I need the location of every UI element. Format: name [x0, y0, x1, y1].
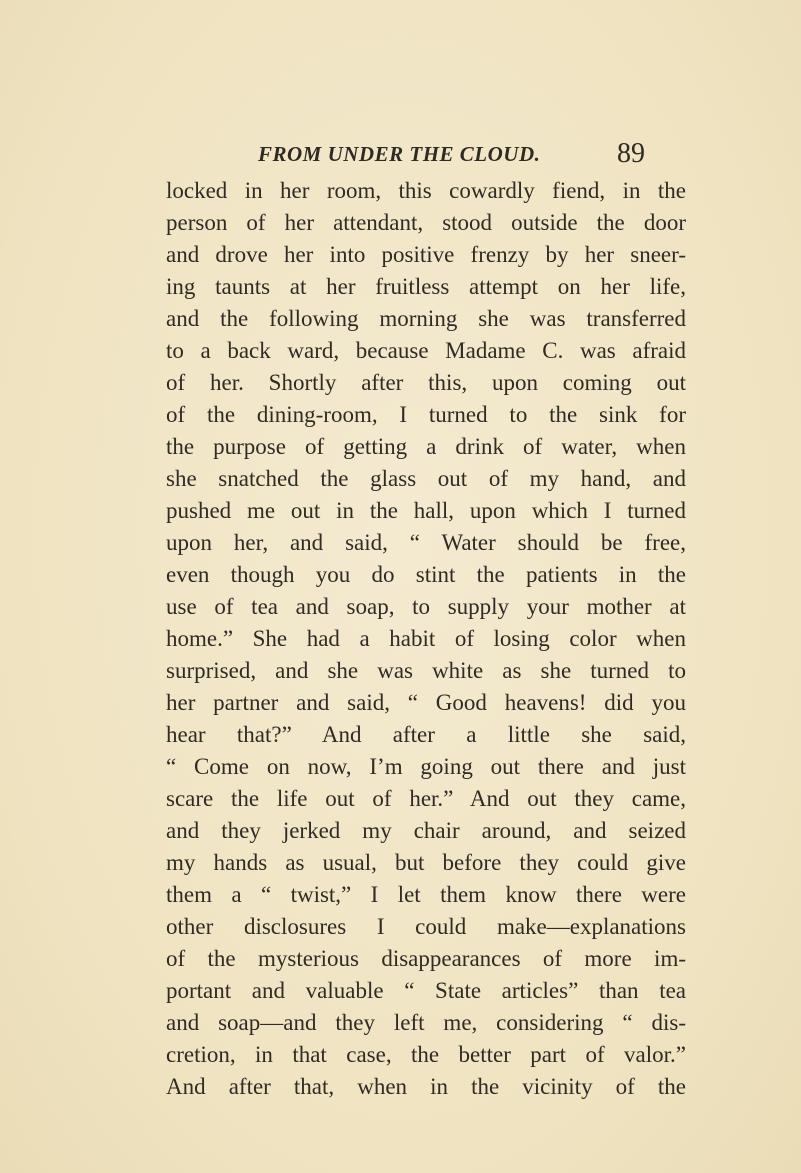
text-line: and soap—and they left me, considering “ dis-	[166, 1010, 686, 1035]
text-line: of her. Shortly after this, upon coming out	[166, 370, 686, 395]
text-line: my hands as usual, but before they could give	[166, 850, 686, 875]
text-line: to a back ward, because Madame C. was afraid	[166, 338, 686, 363]
text-line: and drove her into positive frenzy by her sneer-	[166, 242, 686, 267]
text-line: scare the life out of her.” And out they came,	[166, 786, 686, 811]
page-number: 89	[617, 138, 645, 169]
text-line: use of tea and soap, to supply your mother at	[166, 594, 686, 619]
text-line: other disclosures I could make—explanations	[166, 914, 686, 939]
text-line: of the mysterious disappearances of more im-	[166, 946, 686, 971]
text-line: surprised, and she was white as she turned to	[166, 658, 686, 683]
text-line: and the following morning she was transferred	[166, 306, 686, 331]
text-line: portant and valuable “ State articles” than tea	[166, 978, 686, 1003]
text-line: upon her, and said, “ Water should be free,	[166, 530, 686, 555]
text-line: person of her attendant, stood outside the door	[166, 210, 686, 235]
text-line: them a “ twist,” I let them know there were	[166, 882, 686, 907]
text-line: cretion, in that case, the better part of valor.”	[166, 1042, 686, 1067]
text-line: hear that?” And after a little she said,	[166, 722, 686, 747]
text-line: locked in her room, this cowardly fiend, in the	[166, 178, 686, 203]
body-text	[166, 175, 686, 1103]
text-line: the purpose of getting a drink of water, when	[166, 434, 686, 459]
text-line: she snatched the glass out of my hand, and	[166, 466, 686, 491]
text-line: home.” She had a habit of losing color when	[166, 626, 686, 651]
running-head-title: FROM UNDER THE CLOUD.	[258, 142, 541, 166]
text-line: and they jerked my chair around, and seized	[166, 818, 686, 843]
text-line: “ Come on now, I’m going out there and just	[166, 754, 686, 779]
text-line: ing taunts at her fruitless attempt on her life,	[166, 274, 686, 299]
text-line: of the dining-room, I turned to the sink for	[166, 402, 686, 427]
text-line: even though you do stint the patients in the	[166, 562, 686, 587]
text-line: her partner and said, “ Good heavens! did you	[166, 690, 686, 715]
text-line: pushed me out in the hall, upon which I turned	[166, 498, 686, 523]
text-line: And after that, when in the vicinity of the	[166, 1074, 686, 1099]
running-head	[0, 138, 801, 174]
